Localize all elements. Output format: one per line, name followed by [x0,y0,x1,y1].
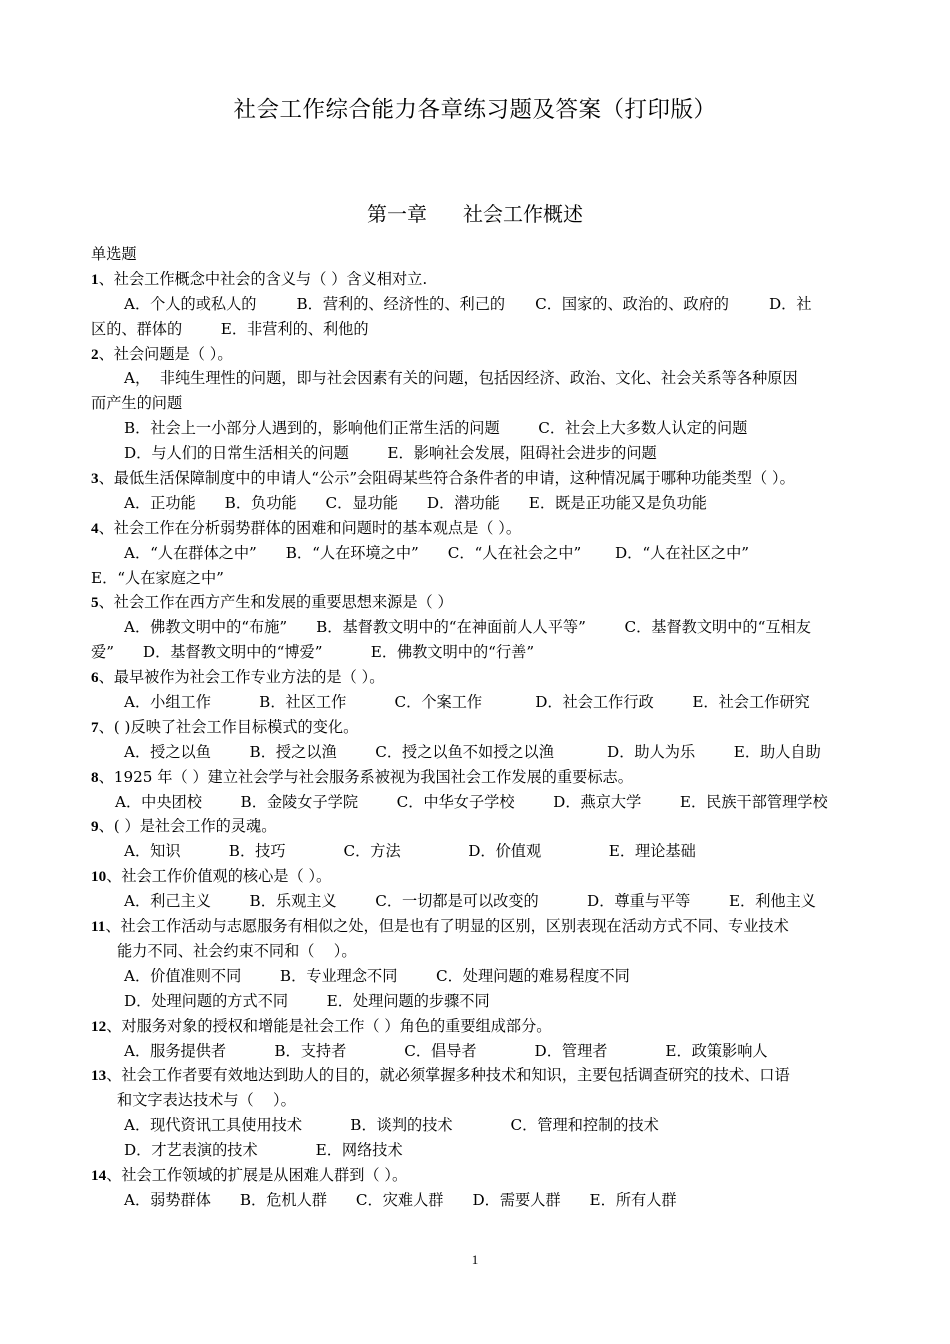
option-line: A．授之以鱼 B．授之以渔 C．授之以鱼不如授之以渔 D．助人为乐 E．助人自助 [124,742,821,761]
option-line: A．佛教文明中的“布施” B．基督教文明中的“在神面前人人平等” C．基督教文明中的“互相友 [124,618,811,637]
question-stem [91,1014,861,1039]
option-line: B．社会上一小部分人遇到的，影响他们正常生活的问题 C．社会上大多数人认定的问题 [124,419,748,438]
question-stem [91,1163,861,1188]
chapter-number: 第一章 [367,202,427,226]
option-line: A．知识 B．技巧 C．方法 D．价值观 E．理论基础 [124,842,696,861]
question-stem [91,267,861,292]
continuation-line: 而产生的问题 [91,394,183,413]
question-text: 、( ）是社会工作的灵魂。 [98,817,277,836]
question-number: 7 [91,718,99,736]
option-line: A．利己主义 B．乐观主义 C．一切都是可以改变的 D．尊重与平等 E．利他主义 [124,892,816,911]
question-number: 8 [91,768,99,786]
option-line: 和文字表达技术与（ ）。 [117,1091,296,1110]
continuation-line: E．“人在家庭之中” [91,568,224,587]
question-number: 5 [91,594,99,612]
question-number: 6 [91,669,99,687]
question-number: 3 [91,470,99,488]
question-lines [91,267,861,1213]
question-stem [91,814,861,839]
option-line: A．价值准则不同 B．专业理念不同 C．处理问题的难易程度不同 [124,966,630,985]
question-stem [91,1063,861,1088]
question-number: 14 [91,1166,107,1184]
question-stem [91,466,861,491]
question-text: 、社会工作者要有效地达到助人的目的，就必须掌握多种技术和知识，主要包括调查研究的技术、口语 [106,1066,790,1085]
question-number: 1 [91,270,99,288]
option-line: A， 非纯生理性的问题，即与社会因素有关的问题，包括因经济、政治、文化、社会关系等各种原因 [124,369,798,388]
question-stem [91,590,861,615]
question-text: 、( )反映了社会工作目标模式的变化。 [98,717,359,736]
question-stem [91,342,861,367]
continuation-line: 爱” D．基督教文明中的“博爱” E．佛教文明中的“行善” [91,643,535,662]
chapter-heading [0,198,950,227]
answer-option: B．营利的、经济性的、利己的 [296,294,506,313]
page-number: 1 [471,1252,479,1267]
chapter-name: 社会工作概述 [463,202,583,226]
answer-option: A．个人的或私人的 [124,294,257,313]
question-number: 11 [91,918,106,936]
question-number: 9 [91,818,99,836]
question-number: 12 [91,1017,107,1035]
question-text: 、社会工作活动与志愿服务有相似之处，但是也有了明显的区别，区别表现在活动方式不同、专业技术 [105,917,789,936]
question-text: 、社会问题是（ ）。 [98,344,233,363]
question-text: 、最早被作为社会工作专业方法的是（ ）。 [98,668,385,687]
question-text: 、1925 年（ ）建立社会学与社会服务系被视为我国社会工作发展的重要标志。 [98,767,633,786]
option-line: A．服务提供者 B．支持者 C．倡导者 D．管理者 E．政策影响人 [124,1041,768,1060]
question-text: 、社会工作价值观的核心是（ ）。 [106,867,332,886]
question-text: 、社会工作在分析弱势群体的困难和问题时的基本观点是（ ）。 [98,518,522,537]
document-title: 社会工作综合能力各章练习题及答案（打印版） [233,97,717,123]
answer-option: C．国家的、政治的、政府的 [535,294,729,313]
question-stem [91,516,861,541]
question-text: 、社会工作在西方产生和发展的重要思想来源是（ ） [98,593,453,612]
option-line [91,292,861,317]
option-line: A．小组工作 B．社区工作 C．个案工作 D．社会工作行政 E．社会工作研究 [124,693,810,712]
question-text: 、最低生活保障制度中的申请人“公示”会阻碍某些符合条件者的申请，这种情况属于哪种功能类型（ ）。 [98,469,795,488]
option-line: 能力不同、社会约束不同和（ ）。 [117,941,357,960]
question-stem [91,765,861,790]
option-line: A．“人在群体之中” B．“人在环境之中” C．“人在社会之中” D．“人在社区之中” [124,543,750,562]
option-line: A．中央团校 B．金陵女子学院 C．中华女子学校 D．燕京大学 E．民族干部管理学校 [115,792,828,811]
continuation-line: 区的、群体的 E．非营利的、利他的 [91,319,369,338]
option-line: D．才艺表演的技术 E．网络技术 [124,1141,403,1160]
section-label: 单选题 [91,245,137,263]
question-text: 、社会工作领域的扩展是从困难人群到（ ）。 [106,1165,408,1184]
question-list [91,242,861,1213]
question-text: 、对服务对象的授权和增能是社会工作（ ）角色的重要组成部分。 [106,1016,552,1035]
option-line: A．弱势群体 B．危机人群 C．灾难人群 D．需要人群 E．所有人群 [124,1190,677,1209]
question-number: 10 [91,868,107,886]
question-text: 、社会工作概念中社会的含义与（ ）含义相对立. [98,269,428,288]
question-number: 4 [91,519,99,537]
option-line: D．处理问题的方式不同 E．处理问题的步骤不同 [124,991,490,1010]
question-stem [91,864,861,889]
question-stem [91,665,861,690]
question-stem [91,715,861,740]
question-stem [91,914,861,939]
option-line: A．正功能 B．负功能 C．显功能 D．潜功能 E．既是正功能又是负功能 [124,493,707,512]
question-number: 2 [91,345,99,363]
option-line: D．与人们的日常生活相关的问题 E．影响社会发展，阻碍社会进步的问题 [124,444,657,463]
answer-option: D．社 [768,294,812,313]
option-line: A．现代资讯工具使用技术 B．谈判的技术 C．管理和控制的技术 [124,1116,659,1135]
question-number: 13 [91,1067,107,1085]
